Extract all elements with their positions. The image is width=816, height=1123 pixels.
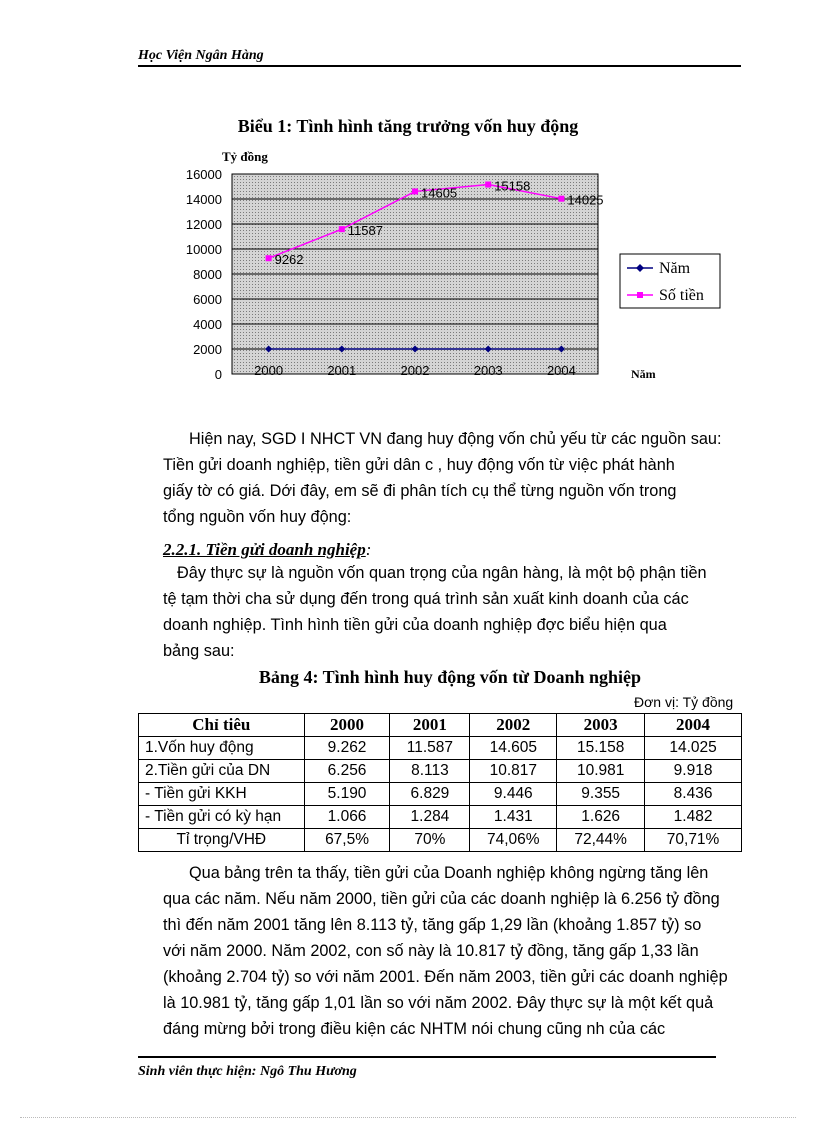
x-axis-label: Năm — [631, 367, 656, 381]
table-cell: 15.158 — [557, 737, 645, 760]
table-cell: - Tiền gửi KKH — [139, 783, 305, 806]
column-header: 2002 — [470, 714, 557, 737]
chart-title: Biểu 1: Tình hình tăng trưởng vốn huy động — [237, 116, 579, 136]
y-tick-label: 14000 — [185, 192, 222, 207]
table-cell: 1.626 — [557, 806, 645, 829]
legend-label-nam: Năm — [659, 260, 691, 277]
table-cell: Tỉ trọng/VHĐ — [139, 829, 305, 852]
section-title: 2.2.1. Tiền gửi doanh nghiệp — [163, 540, 366, 559]
table-cell: 9.446 — [470, 783, 557, 806]
data-label: 9262 — [274, 252, 304, 268]
table-row — [139, 737, 742, 760]
page-edge — [20, 1117, 796, 1118]
section-suffix: : — [365, 540, 372, 559]
data-point — [412, 188, 418, 194]
page-header: Học Viện Ngân Hàng — [138, 48, 264, 63]
table-cell: 10.981 — [557, 760, 645, 783]
table-cell: 67,5% — [304, 829, 390, 852]
text-line: với năm 2000. Năm 2002, con số này là 10.817 tỷ đồng, tăng gấp 1,33 lần — [163, 942, 699, 960]
y-tick-label: 2000 — [193, 342, 222, 357]
analysis-paragraph — [163, 860, 738, 1042]
text-line: giấy tờ có giá. Dới đây, em sẽ đi phân tích cụ thể từng nguồn vốn trong — [163, 482, 677, 500]
data-point — [485, 182, 491, 188]
table-cell: 6.256 — [304, 760, 390, 783]
table-cell: 14.025 — [645, 737, 742, 760]
y-tick-label: 8000 — [193, 267, 222, 282]
text-line: là 10.981 tỷ, tăng gấp 1,01 lần so với năm 2002. Đây thực sự là một kết quả — [163, 994, 714, 1012]
table-row — [139, 806, 742, 829]
table-cell: 1.431 — [470, 806, 557, 829]
table-cell: 1.066 — [304, 806, 390, 829]
x-tick-label: 2000 — [254, 363, 284, 378]
table-cell: 8.113 — [390, 760, 470, 783]
y-tick-label: 10000 — [185, 242, 222, 257]
line-chart — [0, 140, 816, 390]
text-line: Hiện nay, SGD I NHCT VN đang huy động vốn chủ yếu từ các nguồn sau: — [189, 430, 722, 448]
legend-label-so-tien: Số tiền — [659, 287, 704, 304]
header-rule — [138, 65, 741, 67]
table-row — [139, 783, 742, 806]
column-header: 2003 — [557, 714, 645, 737]
table-row — [139, 760, 742, 783]
data-point — [266, 255, 272, 261]
text-line: thì đến năm 2001 tăng lên 8.113 tỷ, tăng gấp 1,29 lần (khoảng 1.857 tỷ) so — [163, 916, 702, 934]
chart-legend — [620, 254, 720, 308]
table-cell: 8.436 — [645, 783, 742, 806]
table-cell: 1.Vốn huy động — [139, 737, 305, 760]
table-cell: 72,44% — [557, 829, 645, 852]
table-cell: 1.482 — [645, 806, 742, 829]
table-cell: 14.605 — [470, 737, 557, 760]
y-tick-label: 16000 — [185, 167, 222, 182]
y-tick-label: 0 — [214, 367, 222, 382]
page-footer: Sinh viên thực hiện: Ngô Thu Hương — [138, 1064, 357, 1079]
column-header: 2004 — [645, 714, 742, 737]
table-header-row — [139, 714, 742, 737]
table-cell: 70% — [390, 829, 470, 852]
y-axis-label: Tỷ đồng — [222, 149, 268, 164]
column-header: 2000 — [304, 714, 390, 737]
data-point — [558, 196, 564, 202]
data-point — [339, 226, 345, 232]
data-label: 11587 — [347, 223, 383, 239]
data-table — [138, 713, 742, 852]
y-tick-label: 6000 — [193, 292, 222, 307]
table-row — [139, 829, 742, 852]
text-line: tệ tạm thời cha sử dụng đến trong quá trình sản xuất kinh doanh của các — [163, 590, 689, 608]
footer-rule — [138, 1056, 716, 1058]
section-heading — [163, 540, 371, 560]
x-tick-label: 2004 — [546, 363, 576, 378]
text-line: Đây thực sự là nguồn vốn quan trọng của ngân hàng, là một bộ phận tiền — [177, 564, 707, 582]
table-cell: 6.829 — [390, 783, 470, 806]
x-tick-label: 2003 — [473, 363, 503, 378]
table-cell: 9.918 — [645, 760, 742, 783]
legend-marker-so-tien — [637, 292, 643, 298]
intro-paragraph — [163, 426, 738, 530]
data-label: 14025 — [567, 192, 604, 208]
text-line: tổng nguồn vốn huy động: — [163, 508, 352, 526]
table-cell: 1.284 — [390, 806, 470, 829]
table-cell: 9.262 — [304, 737, 390, 760]
text-line: doanh nghiệp. Tình hình tiền gửi của doanh nghiệp đợc biểu hiện qua — [163, 616, 667, 634]
column-header: 2001 — [390, 714, 470, 737]
table-cell: 2.Tiền gửi của DN — [139, 760, 305, 783]
table-cell: 5.190 — [304, 783, 390, 806]
y-tick-label: 12000 — [185, 217, 222, 232]
table-cell: 74,06% — [470, 829, 557, 852]
table-unit: Đơn vị: Tỷ đồng — [634, 694, 734, 710]
x-tick-label: 2001 — [327, 363, 357, 378]
data-label: 15158 — [494, 178, 531, 194]
table-cell: 9.355 — [557, 783, 645, 806]
text-line: bảng sau: — [163, 642, 235, 660]
column-header: Chỉ tiêu — [139, 714, 305, 737]
text-line: Qua bảng trên ta thấy, tiền gửi của Doanh nghiệp không ngừng tăng lên — [189, 864, 709, 882]
data-label: 14605 — [421, 185, 458, 201]
text-line: đáng mừng bởi trong điều kiện các NHTM nói chung cũng nh của các — [163, 1020, 666, 1038]
section-paragraph — [163, 560, 738, 664]
text-line: Tiền gửi doanh nghiệp, tiền gửi dân c , huy động vốn từ việc phát hành — [163, 456, 675, 474]
x-tick-label: 2002 — [400, 363, 430, 378]
table-cell: 10.817 — [470, 760, 557, 783]
text-line: qua các năm. Nếu năm 2000, tiền gửi của các doanh nghiệp là 6.256 tỷ đồng — [163, 890, 720, 908]
table-cell: - Tiền gửi có kỳ hạn — [139, 806, 305, 829]
y-tick-label: 4000 — [193, 317, 222, 332]
table-cell: 11.587 — [390, 737, 470, 760]
text-line: (khoảng 2.704 tỷ) so với năm 2001. Đến năm 2003, tiền gửi các doanh nghiệp — [163, 968, 728, 986]
table-title: Bảng 4: Tình hình huy động vốn từ Doanh nghiệp — [258, 667, 642, 687]
table-cell: 70,71% — [645, 829, 742, 852]
